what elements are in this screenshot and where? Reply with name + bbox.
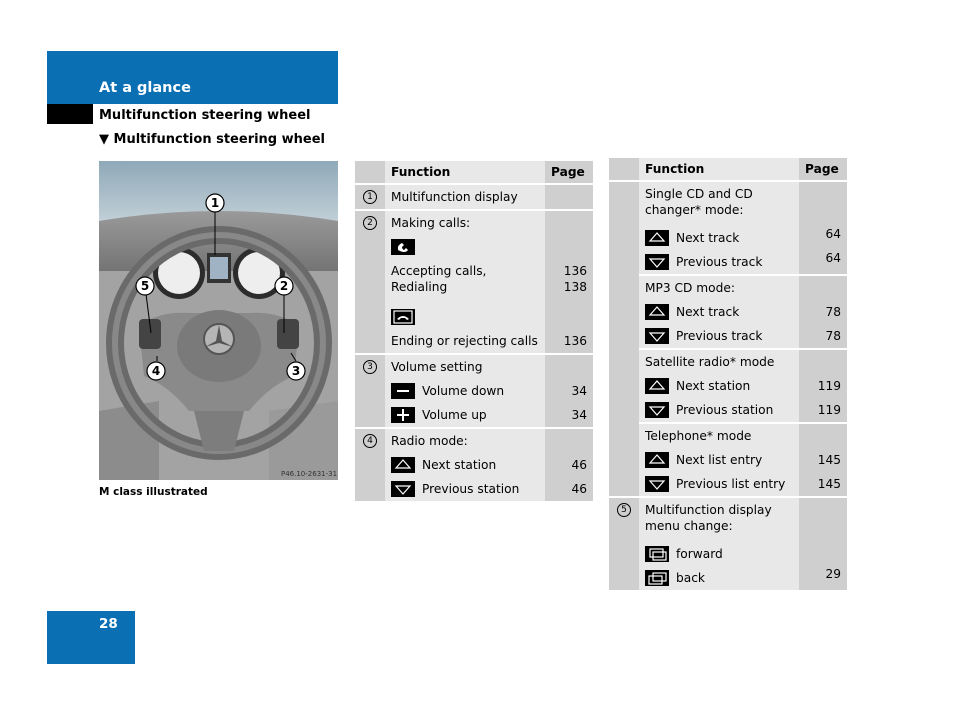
function-label: Next track xyxy=(676,231,740,245)
header-bar xyxy=(47,51,338,104)
page-ref: 78 xyxy=(825,329,841,343)
plus-key-icon xyxy=(391,407,415,423)
up-arrow-key-icon xyxy=(645,452,669,468)
menu-forward-key-icon xyxy=(645,546,669,562)
function-label: Volume setting xyxy=(391,360,483,374)
phone-end-icon xyxy=(391,309,415,325)
svg-text:2: 2 xyxy=(279,279,289,293)
svg-text:3: 3 xyxy=(291,364,301,378)
page-ref: 136 xyxy=(563,264,587,278)
page-ref: 145 xyxy=(817,453,841,467)
function-label: Redialing xyxy=(391,280,448,294)
page-ref: 138 xyxy=(563,280,587,294)
function-label: changer* mode: xyxy=(645,203,744,217)
table-row xyxy=(355,183,593,209)
steering-wheel-photo xyxy=(99,161,338,480)
function-label: Volume up xyxy=(422,408,487,422)
down-arrow-key-icon xyxy=(645,328,669,344)
page-number: 28 xyxy=(99,616,118,632)
table-row xyxy=(355,209,593,353)
function-label: Next station xyxy=(422,458,497,472)
page-ref: 136 xyxy=(563,334,587,348)
callout-number: 2 xyxy=(363,216,377,230)
steering-wheel-illustration xyxy=(99,161,338,480)
figure-code: P46.10-2631-31 xyxy=(281,470,338,478)
down-arrow-key-icon xyxy=(391,481,415,497)
callout-number: 4 xyxy=(363,434,377,448)
function-table-2 xyxy=(609,158,847,590)
up-arrow-key-icon xyxy=(645,230,669,246)
function-label: Previous list entry xyxy=(676,477,786,491)
svg-text:1: 1 xyxy=(210,196,220,210)
function-label: Radio mode: xyxy=(391,434,468,448)
page-ref: 46 xyxy=(571,482,587,496)
function-label: back xyxy=(676,571,705,585)
table-row xyxy=(355,353,593,427)
function-label: Previous station xyxy=(676,403,774,417)
function-label: Multifunction display xyxy=(645,503,772,517)
callout-number: 3 xyxy=(363,360,377,374)
down-arrow-key-icon xyxy=(645,402,669,418)
minus-key-icon xyxy=(391,383,415,399)
function-label: menu change: xyxy=(645,519,733,533)
header-page: Page xyxy=(799,158,847,180)
function-label: Multifunction display xyxy=(391,190,518,204)
page-ref: 34 xyxy=(571,384,587,398)
table-row xyxy=(609,422,847,496)
function-label: Previous track xyxy=(676,255,763,269)
page-ref: 29 xyxy=(825,567,841,581)
page-ref: 46 xyxy=(571,458,587,472)
subsection-title xyxy=(99,132,325,147)
table-header xyxy=(609,158,847,180)
function-label: Satellite radio* mode xyxy=(645,355,775,369)
page-ref: 145 xyxy=(817,477,841,491)
up-arrow-key-icon xyxy=(391,457,415,473)
page-ref: 78 xyxy=(825,305,841,319)
function-label: Volume down xyxy=(422,384,505,398)
page-number-box xyxy=(47,611,135,664)
header-title: At a glance xyxy=(99,80,191,96)
function-label: Previous track xyxy=(676,329,763,343)
up-arrow-key-icon xyxy=(645,304,669,320)
up-arrow-key-icon xyxy=(645,378,669,394)
section-marker xyxy=(47,104,93,124)
down-arrow-key-icon xyxy=(645,254,669,270)
header-function: Function xyxy=(639,158,799,180)
down-arrow-key-icon xyxy=(645,476,669,492)
header-page: Page xyxy=(545,161,593,183)
function-label: Accepting calls, xyxy=(391,264,487,278)
header-function: Function xyxy=(385,161,545,183)
table-row xyxy=(609,348,847,422)
function-label: Making calls: xyxy=(391,216,471,230)
table-row xyxy=(355,427,593,501)
phone-accept-icon xyxy=(391,239,415,255)
table-row xyxy=(609,274,847,348)
page-ref: 64 xyxy=(825,251,841,265)
function-label: Next list entry xyxy=(676,453,763,467)
triangle-marker-icon: ▼ xyxy=(99,132,109,147)
function-label: Previous station xyxy=(422,482,520,496)
section-title: Multifunction steering wheel xyxy=(99,108,311,123)
function-label: MP3 CD mode: xyxy=(645,281,735,295)
page-ref: 34 xyxy=(571,408,587,422)
figure-caption: M class illustrated xyxy=(99,486,208,498)
function-label: Single CD and CD xyxy=(645,187,753,201)
page-ref: 119 xyxy=(817,379,841,393)
svg-text:5: 5 xyxy=(140,279,150,293)
subsection-title-text: Multifunction steering wheel xyxy=(113,132,325,147)
table-row xyxy=(609,496,847,590)
callout-number: 5 xyxy=(617,503,631,517)
page-ref: 64 xyxy=(825,227,841,241)
callout-number: 1 xyxy=(363,190,377,204)
page-ref: 119 xyxy=(817,403,841,417)
function-label: forward xyxy=(676,547,723,561)
function-label: Telephone* mode xyxy=(645,429,752,443)
menu-back-key-icon xyxy=(645,570,669,586)
function-label: Ending or rejecting calls xyxy=(391,334,538,348)
svg-text:4: 4 xyxy=(151,364,161,378)
function-table-1 xyxy=(355,161,593,501)
table-row xyxy=(609,180,847,274)
function-label: Next track xyxy=(676,305,740,319)
table-header xyxy=(355,161,593,183)
function-label: Next station xyxy=(676,379,751,393)
